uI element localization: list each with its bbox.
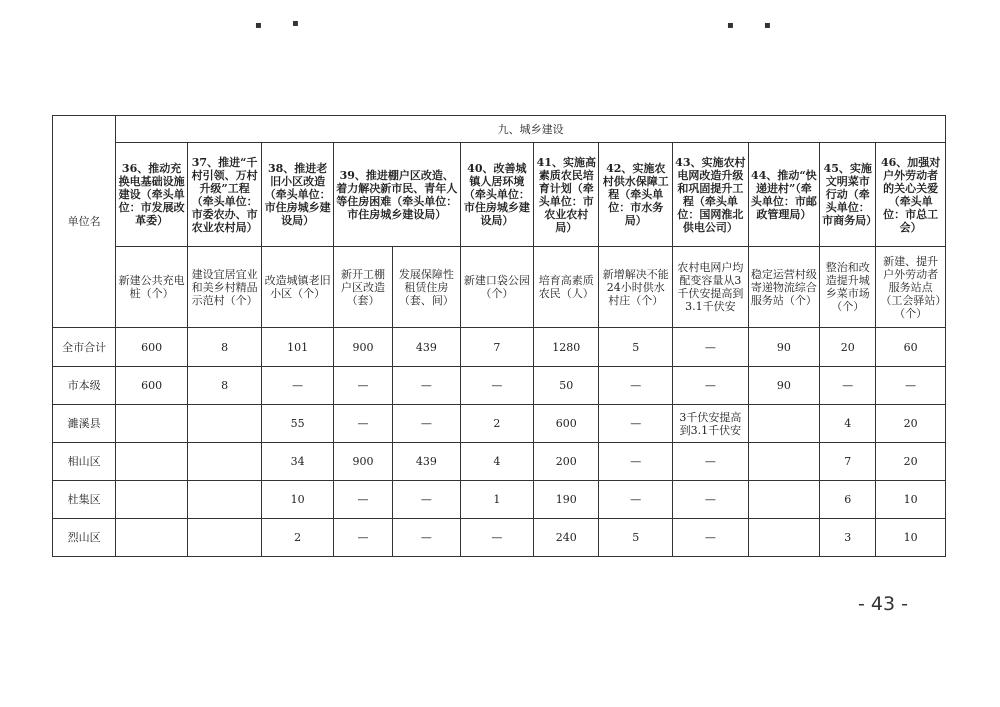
table-cell: 3 (820, 519, 876, 557)
table-cell: — (393, 367, 460, 405)
table-cell: 7 (460, 328, 534, 367)
table-row (53, 328, 946, 367)
table-cell: 5 (599, 328, 673, 367)
table-cell: 439 (393, 443, 460, 481)
project-header: 38、推进老旧小区改造（牵头单位：市住房城乡建设局） (262, 143, 334, 247)
table-cell: 900 (333, 443, 392, 481)
project-header: 45、实施文明菜市行动（牵头单位：市商务局） (820, 143, 876, 247)
table-cell: — (673, 328, 749, 367)
row-unit-name: 相山区 (53, 443, 116, 481)
indicator-header: 改造城镇老旧小区（个） (262, 247, 334, 328)
table-cell (187, 405, 262, 443)
table-cell: 200 (534, 443, 599, 481)
table-cell: 60 (876, 328, 946, 367)
table-cell: — (599, 481, 673, 519)
table-cell: — (333, 481, 392, 519)
project-header: 37、推进“千村引领、万村升级”工程（牵头单位：市委农办、市农业农村局） (187, 143, 262, 247)
table-cell: 1 (460, 481, 534, 519)
table-cell: — (393, 481, 460, 519)
section-title: 九、城乡建设 (116, 116, 946, 143)
table-cell: — (393, 405, 460, 443)
project-header: 41、实施高素质农民培育计划（牵头单位：市农业农村局） (534, 143, 599, 247)
table-cell: — (673, 481, 749, 519)
table-cell (116, 405, 188, 443)
indicator-header: 新开工棚户区改造（套） (333, 247, 392, 328)
table-cell (748, 519, 820, 557)
table-cell: 4 (460, 443, 534, 481)
project-header: 36、推动充换电基础设施建设（牵头单位：市发展改革委） (116, 143, 188, 247)
table-cell: — (876, 367, 946, 405)
table-cell: 5 (599, 519, 673, 557)
table-cell: 600 (116, 328, 188, 367)
table-cell: 8 (187, 328, 262, 367)
indicator-header: 新建口袋公园（个） (460, 247, 534, 328)
row-unit-name: 全市合计 (53, 328, 116, 367)
table-cell: — (333, 519, 392, 557)
table-cell: 90 (748, 367, 820, 405)
indicator-header: 新增解决不能24小时供水村庄（个） (599, 247, 673, 328)
table-cell (187, 519, 262, 557)
unit-name-header: 单位名 (53, 116, 116, 328)
table-cell (748, 481, 820, 519)
table-cell: 50 (534, 367, 599, 405)
row-unit-name: 濉溪县 (53, 405, 116, 443)
table-row (53, 405, 946, 443)
table-cell (116, 443, 188, 481)
table-cell (116, 519, 188, 557)
table-cell: 10 (262, 481, 334, 519)
table-cell: — (599, 405, 673, 443)
table-cell: 34 (262, 443, 334, 481)
table-cell: — (599, 367, 673, 405)
table-cell: 2 (460, 405, 534, 443)
table-cell: 20 (876, 405, 946, 443)
project-header: 44、推动“快递进村”（牵头单位：市邮政管理局） (748, 143, 820, 247)
project-header: 42、实施农村供水保障工程（牵头单位：市水务局） (599, 143, 673, 247)
table-cell: 600 (116, 367, 188, 405)
urban-rural-construction-table (52, 115, 946, 557)
scan-mark: ▪ (727, 20, 734, 31)
table-cell: 900 (333, 328, 392, 367)
table-cell: 439 (393, 328, 460, 367)
project-header: 43、实施农村电网改造升级和巩固提升工程（牵头单位：国网淮北供电公司） (673, 143, 749, 247)
table-cell: 6 (820, 481, 876, 519)
table-row (53, 481, 946, 519)
table-cell: — (820, 367, 876, 405)
scan-mark: ▪ (764, 20, 771, 31)
page-number: - 43 - (858, 593, 908, 615)
table-cell (187, 481, 262, 519)
table-cell: 190 (534, 481, 599, 519)
table-cell (116, 481, 188, 519)
table-cell: 2 (262, 519, 334, 557)
project-header: 40、改善城镇人居环境（牵头单位：市住房城乡建设局） (460, 143, 534, 247)
project-header: 46、加强对户外劳动者的关心关爱（牵头单位：市总工会） (876, 143, 946, 247)
table-cell: — (333, 405, 392, 443)
table-cell: 20 (876, 443, 946, 481)
indicator-header: 新建公共充电桩（个） (116, 247, 188, 328)
table-cell: 240 (534, 519, 599, 557)
indicator-header: 新建、提升户外劳动者服务站点（工会驿站）（个） (876, 247, 946, 328)
table-cell: — (393, 519, 460, 557)
table-cell: — (673, 367, 749, 405)
table-cell: — (460, 519, 534, 557)
scan-mark: ▪ (292, 18, 299, 29)
project-header: 39、推进棚户区改造、着力解决新市民、青年人等住房困难（牵头单位：市住房城乡建设局） (333, 143, 460, 247)
row-unit-name: 杜集区 (53, 481, 116, 519)
indicator-header: 稳定运营村级寄递物流综合服务站（个） (748, 247, 820, 328)
table-row (53, 443, 946, 481)
table-cell: 4 (820, 405, 876, 443)
table-cell: 20 (820, 328, 876, 367)
table-cell (748, 405, 820, 443)
table-cell (748, 443, 820, 481)
table-cell: 3千伏安提高到3.1千伏安 (673, 405, 749, 443)
table-cell: — (262, 367, 334, 405)
table-cell: — (599, 443, 673, 481)
table-cell: 101 (262, 328, 334, 367)
table-cell: — (333, 367, 392, 405)
table-cell: 90 (748, 328, 820, 367)
table-cell: 600 (534, 405, 599, 443)
indicator-header: 建设宜居宜业和美乡村精品示范村（个） (187, 247, 262, 328)
indicator-header: 发展保障性租赁住房（套、间） (393, 247, 460, 328)
table-cell: — (460, 367, 534, 405)
row-unit-name: 烈山区 (53, 519, 116, 557)
indicator-header: 培育高素质农民（人） (534, 247, 599, 328)
table-row (53, 519, 946, 557)
table-cell: — (673, 519, 749, 557)
indicator-header: 整治和改造提升城乡菜市场（个） (820, 247, 876, 328)
table-cell (187, 443, 262, 481)
indicator-header: 农村电网户均配变容量从3千伏安提高到3.1千伏安 (673, 247, 749, 328)
table-cell: 1280 (534, 328, 599, 367)
table-row (53, 367, 946, 405)
table-cell: 10 (876, 519, 946, 557)
scan-mark: ▪ (255, 20, 262, 31)
table-cell: 10 (876, 481, 946, 519)
table-cell: 7 (820, 443, 876, 481)
table-cell: — (673, 443, 749, 481)
row-unit-name: 市本级 (53, 367, 116, 405)
table-cell: 8 (187, 367, 262, 405)
table-cell: 55 (262, 405, 334, 443)
